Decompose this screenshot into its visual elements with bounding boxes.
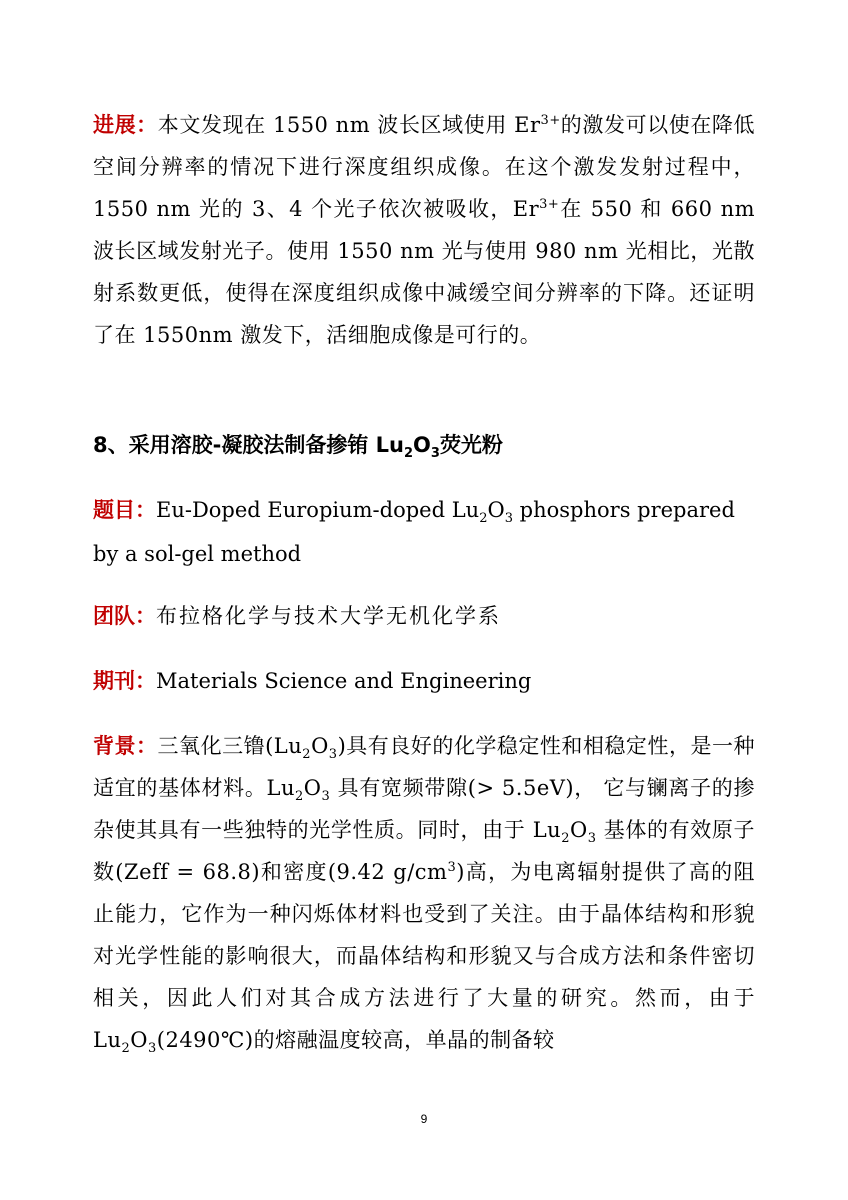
progress-paragraph: 进展：本文发现在 1550 nm 波长区域使用 $Er^{3+}$的激发可以使在降低空间分辨率的情况下进行深度组织成像。在这个激发发射过程中，1550 nm 光的 3、4 个光子依次被吸收，$Er^{3+}$在 550 和 660 nm 波长区域发射光子。使用 1550 nm 光与使用 980 nm 光相比，光散射系数更低，使得在深度组织成像中减缓空间分辨率的下降。还证明了在 1550nm 激发下，活细胞成像是可行的。 [93, 113, 756, 347]
journal-label: 期刊： [93, 669, 156, 693]
progress-label: 进展： [93, 113, 158, 137]
background-label: 背景： [93, 734, 158, 758]
title-label: 题目： [93, 498, 156, 522]
journal-paragraph: 期刊：Materials Science and Engineering [93, 669, 532, 693]
section-heading: 8、采用溶胶-凝胶法制备掺铕 $Lu_2O_3$荧光粉 [93, 433, 503, 462]
team-paragraph: 团队：布拉格化学与技术大学无机化学系 [93, 604, 501, 628]
team-label: 团队： [93, 604, 156, 628]
background-paragraph: 背景：三氧化三镥$(Lu_2O_3)$具有良好的化学稳定性和相稳定性，是一种适宜的基体材料。$Lu_2O_3$ 具有宽频带隙(> 5.5eV)， 它与镧离子的掺杂使其具有一些独特的光学性质。同时，由于 $Lu_2O_3$ 基体的有效原子数(Zeff = 68.8)和密度(9.42 $g/cm^3$)高，为电离辐射提供了高的阻止能力，它作为一种闪烁体材料也受到了关注。由于晶体结构和形貌对光学性能的影响很大，而晶体结构和形貌又与合成方法和条件密切相关，因此人们对其合成方法进行了大量的研究。然而，由于 $Lu_2O_3(2490℃)$的熔融温度较高，单晶的制备较 [93, 734, 755, 1057]
page-number: 9 [420, 1112, 428, 1126]
title-paragraph: 题目：Eu-Doped Europium-doped $Lu_2O_3$ phosphors prepared by a sol-gel method [93, 498, 735, 566]
